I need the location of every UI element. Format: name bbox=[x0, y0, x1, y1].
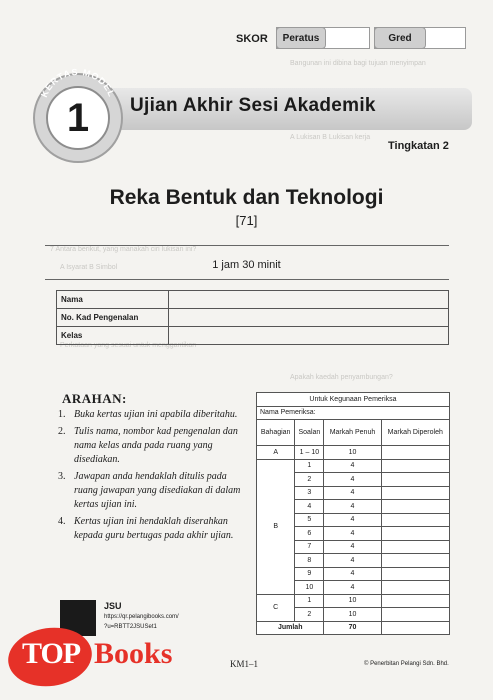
full-marks-cell: 4 bbox=[324, 554, 381, 568]
full-marks-cell: 10 bbox=[324, 594, 381, 608]
subject-code: [71] bbox=[235, 213, 258, 228]
obtained-marks-cell[interactable] bbox=[381, 567, 450, 581]
show-through-text: A Lukisan B Lukisan kerja bbox=[290, 134, 371, 141]
ic-label: No. Kad Pengenalan bbox=[57, 309, 169, 327]
instruction-text: Buka kertas ujian ini apabila diberitahu. bbox=[74, 409, 238, 420]
header-full-marks: Markah Penuh bbox=[324, 420, 381, 446]
question-cell: 9 bbox=[295, 567, 324, 581]
full-marks-cell: 10 bbox=[324, 608, 381, 622]
divider bbox=[45, 279, 449, 280]
paper-number: 1 bbox=[66, 95, 90, 140]
question-cell: 2 bbox=[295, 473, 324, 487]
instruction-number: 3. bbox=[58, 471, 66, 482]
total-obtained-cell[interactable] bbox=[381, 621, 450, 635]
student-info-row bbox=[57, 291, 449, 309]
full-marks-cell: 4 bbox=[324, 581, 381, 595]
obtained-marks-cell[interactable] bbox=[381, 594, 450, 608]
obtained-marks-cell[interactable] bbox=[381, 446, 450, 460]
full-marks-cell: 4 bbox=[324, 513, 381, 527]
full-marks-cell: 10 bbox=[324, 446, 381, 460]
table-row bbox=[257, 459, 450, 473]
subject-title: Reka Bentuk dan Teknologi bbox=[109, 186, 384, 209]
class-field[interactable] bbox=[169, 327, 449, 345]
question-cell: 1 bbox=[295, 594, 324, 608]
question-cell: 5 bbox=[295, 513, 324, 527]
full-marks-cell: 4 bbox=[324, 540, 381, 554]
badge-series-text: KERTAS MODEL bbox=[39, 66, 117, 99]
instructions-title: ARAHAN: bbox=[62, 391, 127, 406]
obtained-marks-cell[interactable] bbox=[381, 608, 450, 622]
obtained-marks-cell[interactable] bbox=[381, 473, 450, 487]
name-label: Nama bbox=[57, 291, 169, 309]
percentage-label: Peratus bbox=[276, 27, 326, 49]
instruction-number: 4. bbox=[58, 516, 66, 527]
show-through-text: Apakah kaedah penyambungan? bbox=[290, 374, 393, 381]
table-row bbox=[257, 446, 450, 460]
obtained-marks-cell[interactable] bbox=[381, 459, 450, 473]
divider bbox=[45, 245, 449, 246]
full-marks-cell: 4 bbox=[324, 500, 381, 514]
obtained-marks-cell[interactable] bbox=[381, 513, 450, 527]
instruction-item bbox=[58, 515, 248, 543]
question-cell: 3 bbox=[295, 486, 324, 500]
topbooks-logo-books: Books bbox=[94, 637, 173, 670]
level-label: Tingkatan 2 bbox=[388, 140, 449, 152]
class-label: Kelas bbox=[57, 327, 169, 345]
instruction-number: 2. bbox=[58, 426, 66, 437]
jsu-title: JSU bbox=[104, 601, 122, 611]
question-cell: 1 bbox=[295, 459, 324, 473]
section-b-label: B bbox=[257, 459, 295, 594]
ic-field[interactable] bbox=[169, 309, 449, 327]
examiner-name-field[interactable]: Nama Pemeriksa: bbox=[257, 406, 450, 420]
instruction-item bbox=[58, 425, 248, 467]
student-info-row bbox=[57, 309, 449, 327]
full-marks-cell: 4 bbox=[324, 527, 381, 541]
header-question: Soalan bbox=[295, 420, 324, 446]
full-marks-cell: 4 bbox=[324, 459, 381, 473]
full-marks-cell: 4 bbox=[324, 486, 381, 500]
question-cell: 1 – 10 bbox=[295, 446, 324, 460]
table-row bbox=[257, 621, 450, 635]
instruction-number: 1. bbox=[58, 409, 66, 420]
show-through-text: Perkataan yang sesuai untuk menggantikan bbox=[60, 342, 197, 349]
score-label: SKOR bbox=[236, 33, 268, 45]
obtained-marks-cell[interactable] bbox=[381, 554, 450, 568]
instruction-text: Kertas ujian ini hendaklah diserahkan kepada guru bertugas pada akhir ujian. bbox=[74, 516, 234, 541]
question-cell: 6 bbox=[295, 527, 324, 541]
question-cell: 8 bbox=[295, 554, 324, 568]
badge-center bbox=[46, 86, 110, 150]
full-marks-cell: 4 bbox=[324, 473, 381, 487]
jsu-url[interactable]: https://qr.pelangibooks.com/ bbox=[104, 614, 179, 620]
section-a-label: A bbox=[257, 446, 295, 460]
obtained-marks-cell[interactable] bbox=[381, 486, 450, 500]
header-obtained-marks: Markah Diperoleh bbox=[381, 420, 450, 446]
grade-label: Gred bbox=[374, 27, 426, 49]
header-section: Bahagian bbox=[257, 420, 295, 446]
question-cell: 4 bbox=[295, 500, 324, 514]
show-through-text: Bangunan ini dibina bagi tujuan menyimpan bbox=[290, 60, 426, 67]
total-label: Jumlah bbox=[257, 621, 324, 635]
name-field[interactable] bbox=[169, 291, 449, 309]
instructions-list bbox=[58, 408, 248, 546]
table-row bbox=[257, 594, 450, 608]
total-marks-cell: 70 bbox=[324, 621, 381, 635]
jsu-url-query[interactable]: ?u=RBTT2JSUSet1 bbox=[104, 624, 157, 630]
examiner-table-caption: Untuk Kegunaan Pemeriksa bbox=[257, 393, 450, 407]
exam-duration: 1 jam 30 minit bbox=[212, 259, 281, 271]
question-cell: 10 bbox=[295, 581, 324, 595]
obtained-marks-cell[interactable] bbox=[381, 500, 450, 514]
exam-title: Ujian Akhir Sesi Akademik bbox=[130, 95, 376, 116]
obtained-marks-cell[interactable] bbox=[381, 581, 450, 595]
obtained-marks-cell[interactable] bbox=[381, 527, 450, 541]
show-through-text: 7 Antara berikut, yang manakah ciri lukisan ini? bbox=[50, 246, 197, 253]
question-cell: 2 bbox=[295, 608, 324, 622]
student-info-row bbox=[57, 327, 449, 345]
obtained-marks-cell[interactable] bbox=[381, 540, 450, 554]
instruction-text: Jawapan anda hendaklah ditulis pada ruang jawapan yang disediakan di dalam kertas ujian ini. bbox=[74, 471, 241, 510]
page-code: KM1–1 bbox=[230, 659, 259, 669]
full-marks-cell: 4 bbox=[324, 567, 381, 581]
instruction-text: Tulis nama, nombor kad pengenalan dan nama kelas anda pada ruang yang disediakan. bbox=[74, 426, 238, 465]
topbooks-logo-top: TOP bbox=[22, 637, 81, 670]
student-info-table bbox=[56, 290, 449, 345]
question-cell: 7 bbox=[295, 540, 324, 554]
show-through-text: A Isyarat B Simbol bbox=[60, 264, 118, 271]
copyright: © Penerbitan Pelangi Sdn. Bhd. bbox=[364, 661, 449, 667]
section-c-label: C bbox=[257, 594, 295, 621]
examiner-table bbox=[256, 392, 450, 635]
instruction-item bbox=[58, 470, 248, 512]
instruction-item bbox=[58, 408, 248, 422]
